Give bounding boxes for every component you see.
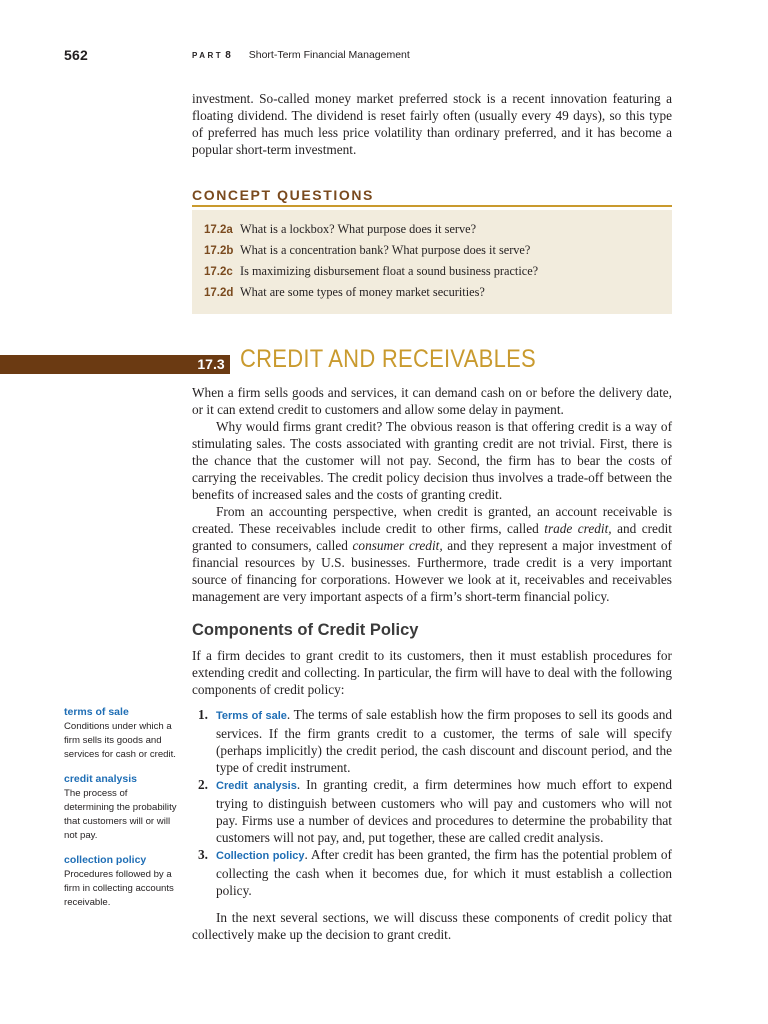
section-number: 17.3 xyxy=(192,355,230,374)
part-title: Short-Term Financial Management xyxy=(248,49,410,61)
consumer-credit-term: consumer credit, xyxy=(352,538,443,553)
concept-question-text: What are some types of money market securities? xyxy=(240,285,485,299)
list-item xyxy=(192,776,672,846)
list-item-text: . In granting credit, a firm determines how much effort to expend trying to distinguish between customers who will pay and customers who will not pay. Firms use a number of devices and procedures to determine the probability that customers will not pay, and, put together, these are called credit analysis. xyxy=(216,777,672,845)
key-term: Terms of sale xyxy=(216,710,287,722)
page-number: 562 xyxy=(64,47,88,63)
paragraph-text: From an accounting perspective, when credit is granted, an account receivable is created. These receivables include credit to other firms, called xyxy=(192,504,672,536)
closing-paragraph: In the next several sections, we will discuss these components of credit policy that collectively make up the decision to grant credit. xyxy=(192,910,672,942)
list-item xyxy=(192,706,672,776)
key-term: Credit analysis xyxy=(216,780,297,792)
margin-glossary xyxy=(64,706,178,921)
components-list xyxy=(192,706,672,899)
part-number: 8 xyxy=(225,50,231,61)
list-item xyxy=(192,846,672,899)
concept-question xyxy=(204,264,672,285)
trade-credit-term: trade credit, xyxy=(544,521,612,536)
glossary-definition: Procedures followed by a firm in collecting accounts receivable. xyxy=(64,869,174,908)
glossary-definition: The process of determining the probability that customers will or will not pay. xyxy=(64,788,177,841)
part-label: PART xyxy=(192,51,224,60)
glossary-entry xyxy=(64,854,178,910)
list-item-number: 3. xyxy=(198,847,208,862)
glossary-term: collection policy xyxy=(64,854,147,866)
list-item-text: . The terms of sale establish how the firm proposes to sell its goods and services. If the firm grants credit to a customer, the terms of sale will specify (perhaps implicitly) the credit period, the cash discount and discount period, and the type of credit instrument. xyxy=(216,707,672,775)
section-paragraph-3 xyxy=(192,503,672,605)
glossary-definition: Conditions under which a firm sells its goods and services for cash or credit. xyxy=(64,721,176,760)
concept-question-text: Is maximizing disbursement float a sound business practice? xyxy=(240,264,539,278)
concept-questions-box xyxy=(192,210,672,314)
concept-question xyxy=(204,222,672,243)
concept-questions-heading: CONCEPT QUESTIONS xyxy=(192,187,672,207)
glossary-term: terms of sale xyxy=(64,706,129,718)
section-paragraph-1: When a firm sells goods and services, it can demand cash on or before the delivery date, or it can extend credit to customers and allow some delay in payment. xyxy=(192,385,672,417)
concept-question-number: 17.2a xyxy=(204,224,233,236)
section-rule-bar xyxy=(0,355,192,374)
concept-question-text: What is a lockbox? What purpose does it serve? xyxy=(240,222,477,236)
list-item-text: . After credit has been granted, the firm has the potential problem of collecting the cash when it becomes due, for which it must establish a collection policy. xyxy=(216,847,672,898)
concept-question-number: 17.2d xyxy=(204,287,234,299)
concept-question-number: 17.2c xyxy=(204,266,233,278)
intro-paragraph: investment. So-called money market preferred stock is a recent innovation featuring a floating dividend. The dividend is reset fairly often (usually every 49 days), so this type of preferred has much less price volatility than ordinary preferred, and it has become a popular short-term investment. xyxy=(192,91,672,157)
list-item-number: 2. xyxy=(198,777,208,792)
glossary-term: credit analysis xyxy=(64,773,137,785)
closing-paragraph-wrap xyxy=(192,909,672,943)
paragraph-text: and credit granted to consumers, called xyxy=(192,521,672,553)
glossary-entry xyxy=(64,706,178,762)
paragraph-text: and they represent a major investment of financial resources by U.S. businesses. Furthermore, trade credit is a very important source of financing for corporations. However we look at it, receivables and receivables management are very important aspects of a firm’s short-term financial policy. xyxy=(192,538,672,604)
list-item-number: 1. xyxy=(198,707,208,722)
components-intro: If a firm decides to grant credit to its customers, then it must establish procedures for extending credit and collecting. In particular, the firm will have to deal with the following components of credit policy: xyxy=(192,648,672,697)
running-head xyxy=(192,49,410,61)
key-term: Collection policy xyxy=(216,850,305,862)
glossary-entry xyxy=(64,773,178,843)
concept-question xyxy=(204,285,672,306)
concept-question-text: What is a concentration bank? What purpose does it serve? xyxy=(240,243,531,257)
section-body xyxy=(192,384,672,605)
components-heading: Components of Credit Policy xyxy=(192,621,419,639)
section-title: CREDIT AND RECEIVABLES xyxy=(240,345,536,373)
section-paragraph-2: Why would firms grant credit? The obvious reason is that offering credit is a way of stimulating sales. The costs associated with granting credit are not trivial. First, there is the chance that the customer will not pay. Second, the firm has to bear the costs of carrying the receivables. The credit policy decision thus involves a trade-off between the benefits of increased sales and the costs of granting credit. xyxy=(192,419,672,502)
concept-question xyxy=(204,243,672,264)
concept-question-number: 17.2b xyxy=(204,245,234,257)
